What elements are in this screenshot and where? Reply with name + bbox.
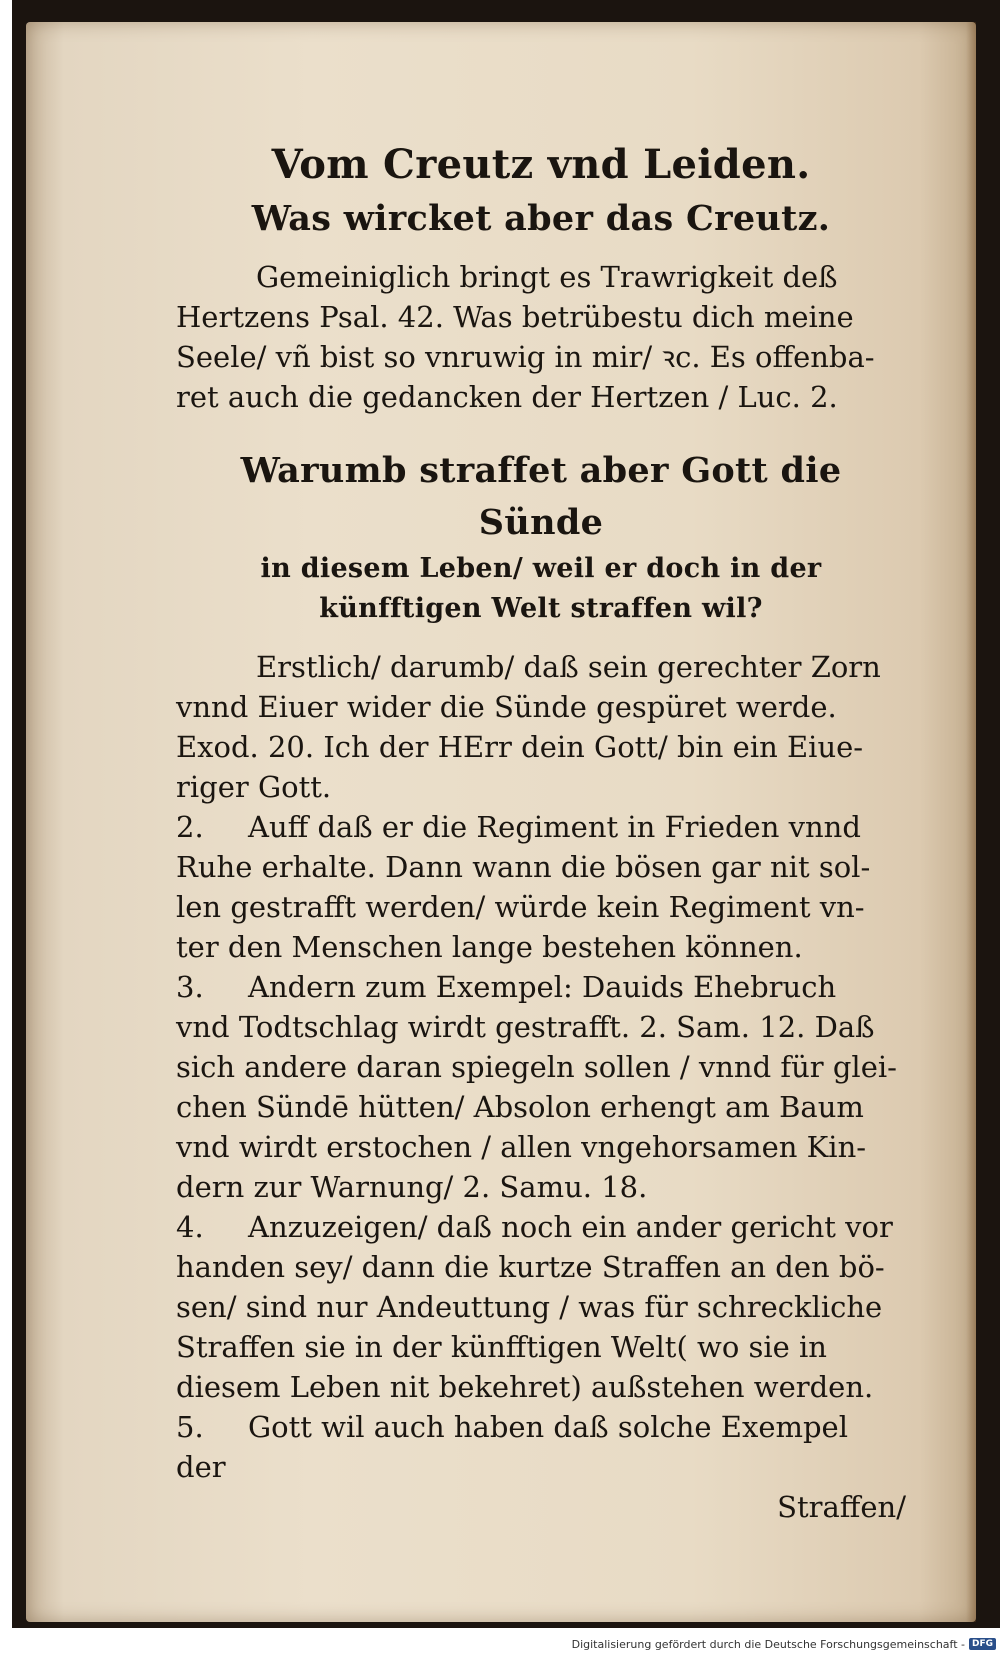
point-line: diesem Leben nit bekehret) außstehen werden. bbox=[176, 1370, 874, 1404]
point-line: ter den Menschen lange bestehen können. bbox=[176, 930, 803, 964]
answer-line: riger Gott. bbox=[176, 770, 332, 804]
point-first-line bbox=[176, 1207, 906, 1247]
point-first-line bbox=[176, 807, 906, 847]
numbered-point bbox=[176, 807, 906, 967]
point-number: 3. bbox=[176, 970, 204, 1004]
question-heading-1: Was wircket aber das Creutz. bbox=[251, 198, 831, 239]
question-heading-2 bbox=[176, 445, 906, 629]
point-first-line bbox=[176, 967, 906, 1007]
question-2-line: Warumb straffet aber Gott die Sünde bbox=[240, 450, 842, 543]
point-number: 2. bbox=[176, 810, 204, 844]
point-line: handen sey/ dann die kurtze Straffen an den bö- bbox=[176, 1250, 885, 1284]
answer-line: Exod. 20. Ich der HErr dein Gott/ bin ein Eiue- bbox=[176, 730, 864, 764]
point-line: vnd wirdt erstochen / allen vngehorsamen Kin- bbox=[176, 1130, 867, 1164]
book-page bbox=[26, 22, 976, 1622]
point-line: dern zur Warnung/ 2. Samu. 18. bbox=[176, 1170, 648, 1204]
answer-line: Seele/ vñ bist so vnruwig in mir/ ꝛc. Es offenba- bbox=[176, 340, 875, 374]
answer-line: Erstlich/ darumb/ daß sein gerechter Zorn bbox=[256, 650, 881, 684]
point-line: sen/ sind nur Andeuttung / was für schreckliche bbox=[176, 1290, 883, 1324]
point-number: 4. bbox=[176, 1210, 204, 1244]
page-text bbox=[176, 137, 906, 1527]
answer-2-intro bbox=[176, 647, 906, 807]
point-line: Ruhe erhalte. Dann wann die bösen gar nit sol- bbox=[176, 850, 871, 884]
numbered-point bbox=[176, 1207, 906, 1407]
question-2-line: in diesem Leben/ weil er doch in der bbox=[260, 553, 822, 584]
credit-text: Digitalisierung gefördert durch die Deutsche Forschungsgemeinschaft - bbox=[571, 1637, 965, 1651]
point-line: chen Sündē hütten/ Absolon erhengt am Baum bbox=[176, 1090, 864, 1124]
numbered-point bbox=[176, 1407, 906, 1487]
point-line: vnd Todtschlag wirdt gestrafft. 2. Sam. 12. Daß bbox=[176, 1010, 875, 1044]
chapter-title: Vom Creutz vnd Leiden. bbox=[271, 141, 811, 188]
question-2-line: künfftigen Welt straffen wil? bbox=[319, 593, 763, 624]
point-line: Straffen sie in der künfftigen Welt( wo sie in bbox=[176, 1330, 827, 1364]
point-number: 5. bbox=[176, 1410, 204, 1444]
point-line: Gott wil auch haben daß solche Exempel der bbox=[176, 1410, 848, 1484]
answer-line: vnnd Eiuer wider die Sünde gespüret werde. bbox=[176, 690, 837, 724]
point-line: Andern zum Exempel: Dauids Ehebruch bbox=[248, 970, 837, 1004]
point-line: Anzuzeigen/ daß noch ein ander gericht vor bbox=[248, 1210, 893, 1244]
answer-1 bbox=[176, 257, 906, 417]
answer-line: Gemeiniglich bringt es Trawrigkeit deß bbox=[256, 260, 838, 294]
point-line: sich andere daran spiegeln sollen / vnnd für glei- bbox=[176, 1050, 897, 1084]
point-line: Auff daß er die Regiment in Frieden vnnd bbox=[248, 810, 861, 844]
answer-line: Hertzens Psal. 42. Was betrübestu dich meine bbox=[176, 300, 854, 334]
answer-line: ret auch die gedancken der Hertzen / Luc. 2. bbox=[176, 380, 838, 414]
catchword: Straffen/ bbox=[777, 1490, 906, 1524]
point-first-line bbox=[176, 1407, 906, 1487]
dfg-logo-icon: DFG bbox=[969, 1638, 996, 1650]
digitization-credit bbox=[572, 1633, 996, 1655]
numbered-point bbox=[176, 967, 906, 1207]
point-line: len gestrafft werden/ würde kein Regiment vn- bbox=[176, 890, 865, 924]
